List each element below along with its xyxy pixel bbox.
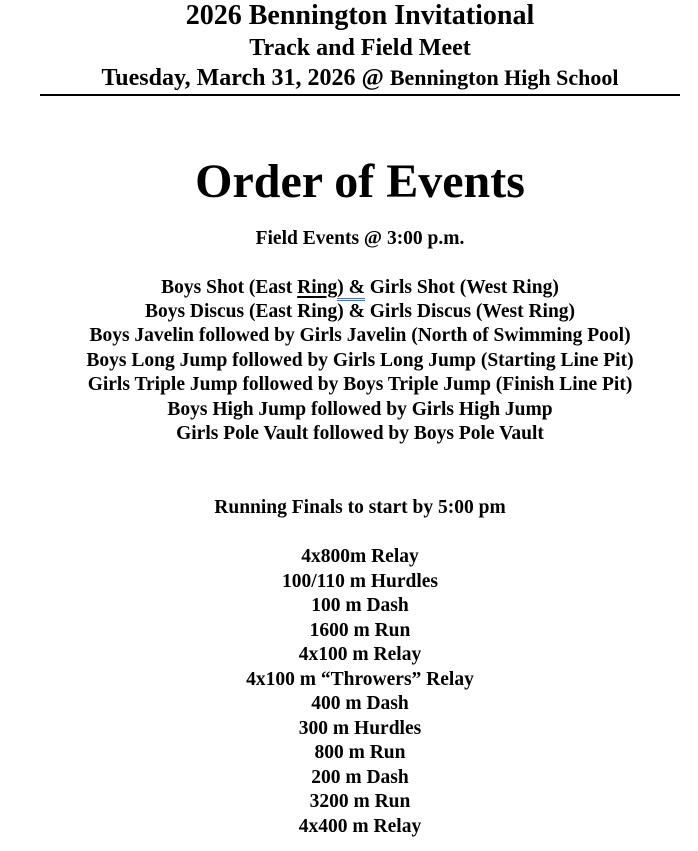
running-event: 4x100 m “Throwers” Relay bbox=[246, 669, 474, 690]
meet-title: 2026 Bennington Invitational bbox=[185, 0, 535, 31]
spellcheck-word-ring: Ring bbox=[297, 277, 338, 298]
running-event: 400 m Dash bbox=[311, 693, 409, 714]
field-event-triple-jump: Girls Triple Jump followed by Boys Triple Jump (Finish Line Pit) bbox=[87, 374, 633, 395]
running-event: 100/110 m Hurdles bbox=[281, 571, 438, 592]
field-event-discus: Boys Discus (East Ring) & Girls Discus (West Ring) bbox=[144, 301, 576, 322]
running-event: 4x800m Relay bbox=[301, 546, 419, 567]
running-event: 300 m Hurdles bbox=[298, 718, 422, 739]
meet-subtitle: Track and Field Meet bbox=[249, 35, 471, 61]
field-events-heading: Field Events @ 3:00 p.m. bbox=[255, 228, 465, 249]
field-event-long-jump: Boys Long Jump followed by Girls Long Jump (Starting Line Pit) bbox=[86, 350, 634, 371]
field-event-high-jump: Boys High Jump followed by Girls High Jump bbox=[167, 399, 553, 420]
page-title: Order of Events bbox=[195, 155, 525, 208]
running-event: 1600 m Run bbox=[309, 620, 411, 641]
running-event: 4x100 m Relay bbox=[298, 644, 422, 665]
field-event-pole-vault: Girls Pole Vault followed by Boys Pole Vault bbox=[176, 423, 544, 444]
running-event: 100 m Dash bbox=[311, 595, 409, 616]
meet-venue: Bennington High School bbox=[389, 65, 619, 90]
meet-date-line bbox=[0, 66, 698, 90]
header-divider bbox=[40, 94, 680, 96]
meet-date: Tuesday, March 31, 2026 @ bbox=[101, 65, 384, 91]
grammar-mark: ) & bbox=[337, 279, 365, 301]
field-event-javelin: Boys Javelin followed by Girls Javelin (North of Swimming Pool) bbox=[89, 325, 631, 346]
running-event: 3200 m Run bbox=[309, 791, 411, 812]
running-event: 800 m Run bbox=[314, 742, 406, 763]
field-event-shot: Boys Shot (East Ring) & Girls Shot (West Ring) bbox=[0, 278, 698, 301]
running-event: 200 m Dash bbox=[311, 767, 409, 788]
running-event: 4x400 m Relay bbox=[298, 816, 422, 837]
running-finals-heading: Running Finals to start by 5:00 pm bbox=[214, 497, 506, 518]
